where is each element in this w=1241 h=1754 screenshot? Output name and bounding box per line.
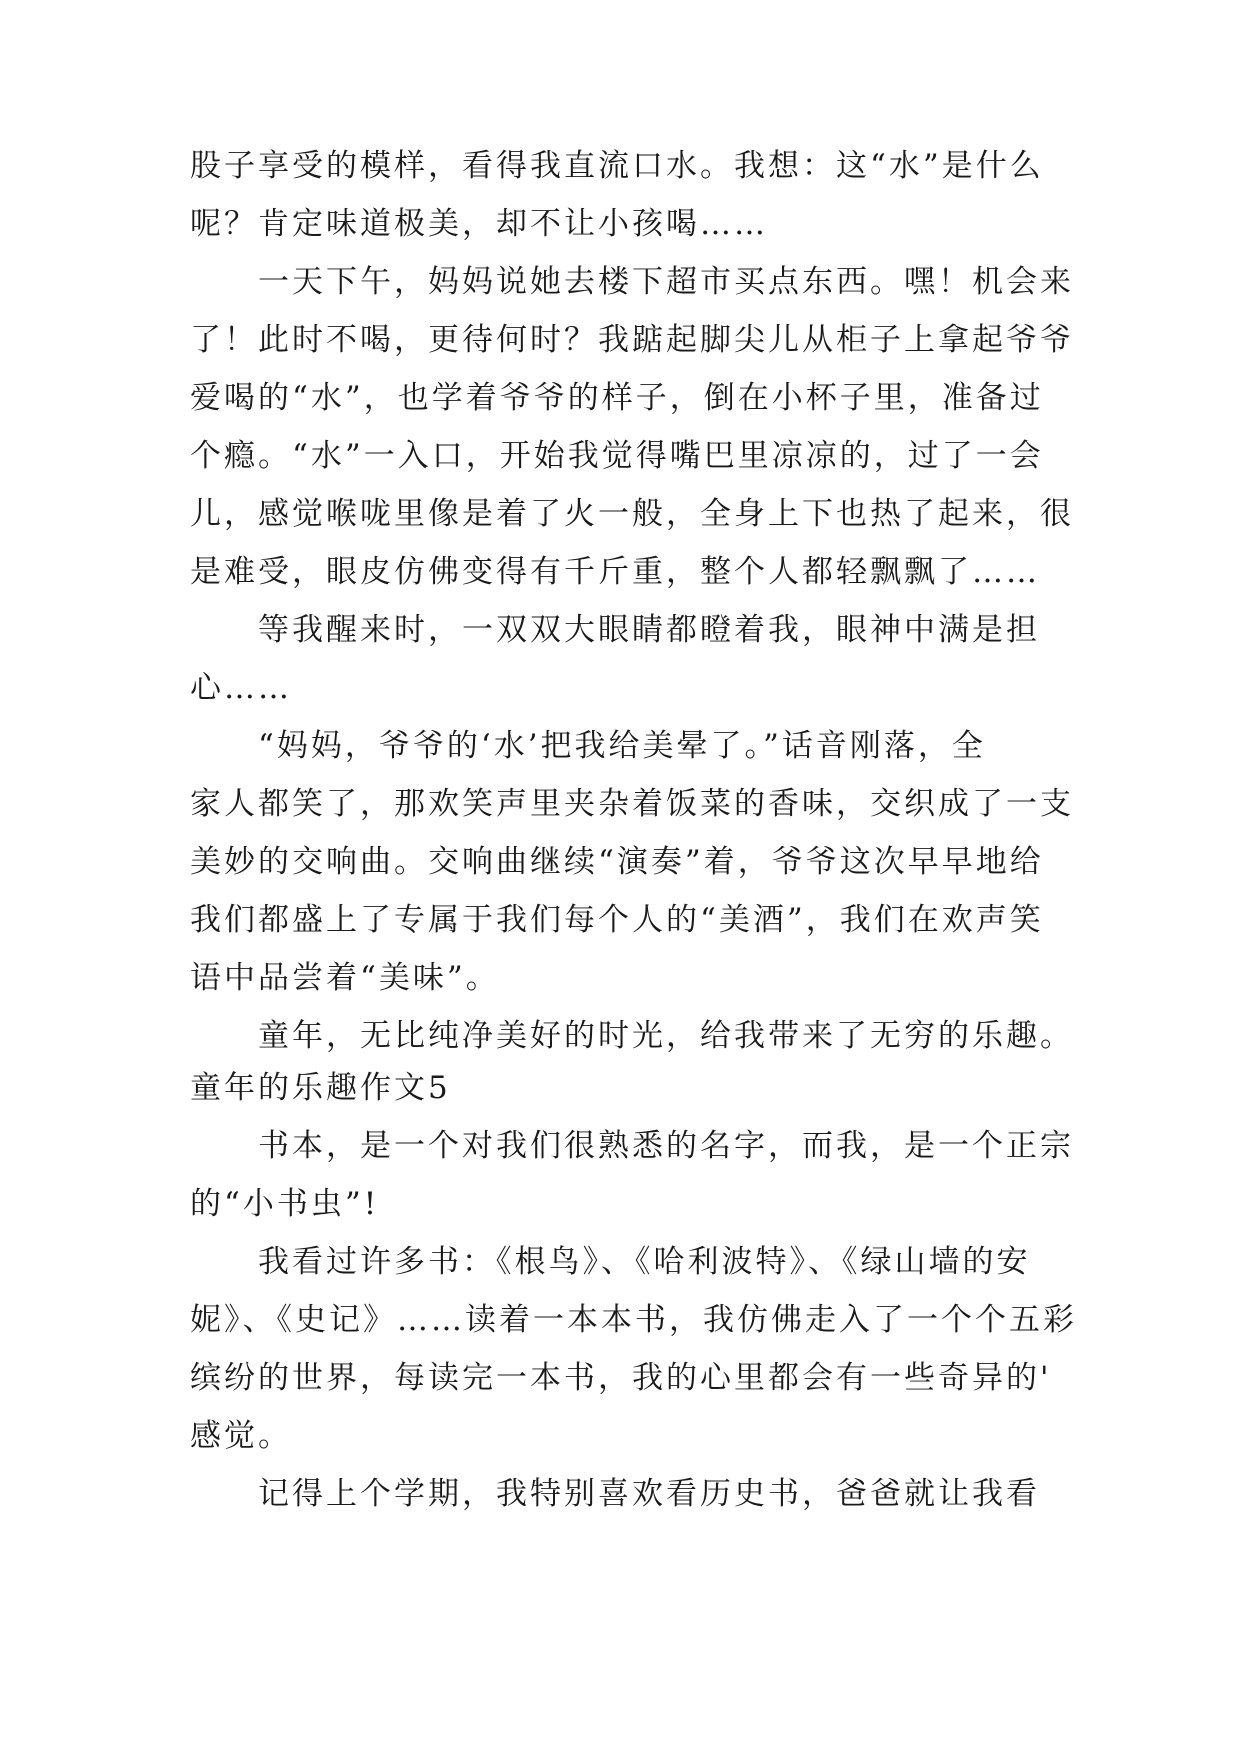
text-line: 童年，无比纯净美好的时光，给我带来了无穷的乐趣。: [258, 1018, 1074, 1054]
text-line: 家人都笑了，那欢笑声里夹杂着饭菜的香味，交织成了一支: [190, 786, 1074, 822]
text-line: 心……: [190, 670, 292, 706]
text-line: 我看过许多书：《根鸟》、《哈利波特》、《绿山墙的安: [258, 1244, 1031, 1280]
text-line: 我们都盛上了专属于我们每个人的“美酒”，我们在欢声笑: [190, 902, 1044, 938]
text-line: 书本，是一个对我们很熟悉的名字，而我，是一个正宗: [258, 1128, 1074, 1164]
text-line: 一天下午，妈妈说她去楼下超市买点东西。嘿！机会来: [258, 264, 1074, 300]
text-line: 记得上个学期，我特别喜欢看历史书，爸爸就让我看: [258, 1476, 1040, 1512]
text-line: “妈妈，爷爷的‘水’把我给美晕了。”话音刚落，全: [258, 728, 986, 764]
text-line: 的“小书虫”!: [190, 1186, 380, 1222]
text-line: 缤纷的世界，每读完一本书，我的心里都会有一些奇异的': [190, 1360, 1052, 1396]
text-line: 是难受，眼皮仿佛变得有千斤重，整个人都轻飘飘了……: [190, 554, 1040, 590]
text-line: 妮》、《史记》……读着一本本书，我仿佛走入了一个个五彩: [190, 1302, 1077, 1338]
text-line: 个瘾。“水”一入口，开始我觉得嘴巴里凉凉的，过了一会: [190, 438, 1044, 474]
text-line: 爱喝的“水”，也学着爷爷的样子，倒在小杯子里，准备过: [190, 380, 1044, 416]
text-line: 感觉。: [190, 1418, 292, 1454]
text-line: 了！此时不喝，更待何时？我踮起脚尖儿从柜子上拿起爷爷: [190, 322, 1074, 358]
text-line: 呢？肯定味道极美，却不让小孩喝……: [190, 206, 768, 242]
text-line: 美妙的交响曲。交响曲继续“演奏”着，爷爷这次早早地给: [190, 844, 1044, 880]
text-line: 儿，感觉喉咙里像是着了火一般，全身上下也热了起来，很: [190, 496, 1074, 532]
text-line: 等我醒来时，一双双大眼睛都瞪着我，眼神中满是担: [258, 612, 1040, 648]
text-line: 股子享受的模样，看得我直流口水。我想：这“水”是什么: [190, 148, 1044, 184]
text-line: 语中品尝着“美味”。: [190, 960, 500, 996]
section-heading: 童年的乐趣作文5: [190, 1070, 451, 1106]
